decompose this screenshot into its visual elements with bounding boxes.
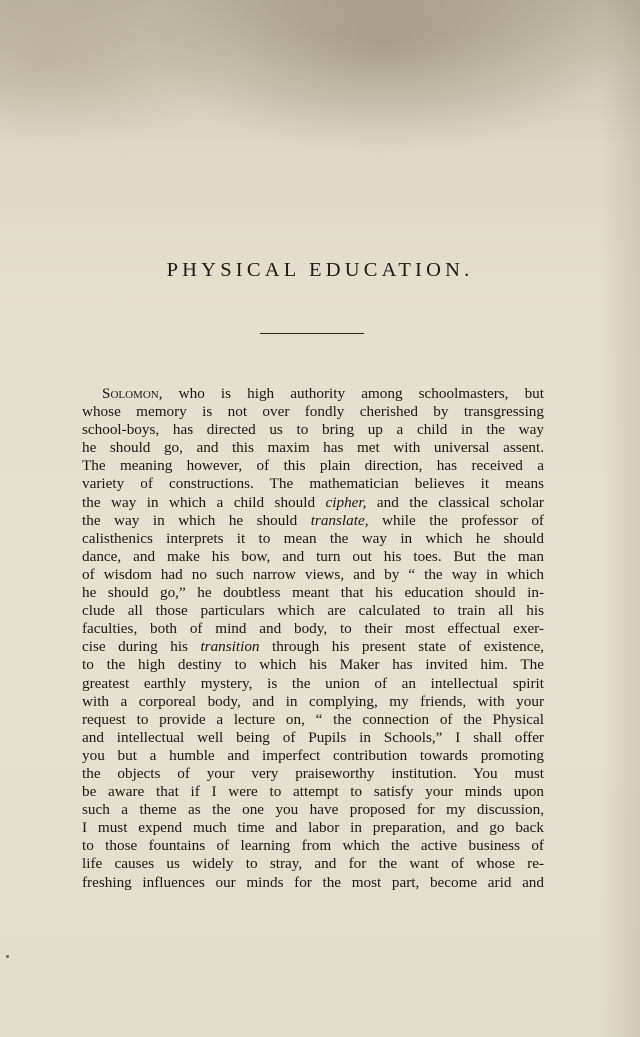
text-line (82, 385, 544, 403)
text-line (82, 693, 544, 711)
paper-speck (6, 955, 9, 958)
text-line-content (82, 421, 544, 439)
text-line-content (82, 457, 544, 475)
line-text: clude all those particulars which are calculated to train all his (82, 602, 544, 620)
line-text: the way in which a child should (82, 493, 326, 511)
line-text: to the high destiny to which his Maker has invited him. The (82, 656, 544, 674)
text-line-content (82, 620, 544, 638)
text-line (82, 837, 544, 855)
text-line-content (82, 729, 544, 747)
text-line (82, 439, 544, 457)
text-line (82, 512, 544, 530)
line-text: freshing influences our minds for the most part, become arid and (82, 873, 544, 891)
line-text: you but a humble and imperfect contribution towards promoting (82, 746, 544, 764)
line-text: through his present state of existence, (259, 638, 544, 656)
line-text: with a corporeal body, and in complying, my friends, with your (82, 692, 544, 710)
text-line (82, 638, 544, 656)
text-line (82, 675, 544, 693)
text-line (82, 403, 544, 421)
text-line (82, 475, 544, 493)
text-line-content (82, 783, 544, 801)
line-text: calisthenics interprets it to mean the way in which he should (82, 529, 544, 547)
text-line-content (82, 837, 544, 855)
text-line-content (82, 693, 544, 711)
line-text: while the professor of (368, 511, 544, 529)
text-line (82, 566, 544, 584)
italic-word: translate, (310, 511, 369, 529)
line-text: I must expend much time and labor in preparation, and go back (82, 819, 544, 837)
text-line (82, 421, 544, 439)
page-title: PHYSICAL EDUCATION. (166, 259, 474, 281)
page-edge-shadow (600, 0, 640, 1037)
line-text: greatest earthly mystery, is the union of an intellectual spirit (82, 674, 544, 692)
text-line-content (82, 656, 544, 674)
line-text: of wisdom had no such narrow views, and by “ the way in which (82, 565, 544, 583)
text-line-content (82, 855, 544, 873)
text-line (82, 584, 544, 602)
line-text: be aware that if I were to attempt to satisfy your minds upon (82, 783, 544, 801)
text-line-content (82, 530, 544, 548)
line-text: he should go,” he doubtless meant that his education should in- (82, 584, 544, 602)
text-line (82, 457, 544, 475)
line-text: cise during his (82, 638, 201, 656)
text-line-content (82, 675, 544, 693)
text-line (82, 494, 544, 512)
text-line (82, 620, 544, 638)
text-line-content (82, 512, 544, 530)
text-line-content (102, 385, 544, 403)
text-line (82, 729, 544, 747)
line-text: the way in which he should (82, 511, 311, 529)
text-line-content (82, 747, 544, 765)
text-line (82, 602, 544, 620)
text-line-content (82, 475, 544, 493)
title-divider (260, 333, 364, 334)
line-text: to those fountains of learning from which the active business of (82, 837, 544, 855)
line-text: he should go, and this maxim has met with universal assent. (82, 439, 544, 457)
line-text: request to provide a lecture on, “ the connection of the Physical (82, 710, 544, 728)
text-line (82, 855, 544, 873)
line-text: dance, and make his bow, and turn out his toes. But the man (82, 547, 544, 565)
text-line (82, 819, 544, 837)
body-paragraph (82, 385, 544, 892)
text-line (82, 530, 544, 548)
text-line (82, 765, 544, 783)
line-text: whose memory is not over fondly cherished by transgressing (82, 403, 544, 421)
opening-word: Solomon, (102, 385, 163, 402)
text-line (82, 747, 544, 765)
text-line (82, 801, 544, 819)
text-line-content (82, 819, 544, 837)
text-line (82, 548, 544, 566)
italic-word: cipher, (325, 493, 367, 511)
text-line-content (82, 403, 544, 421)
text-line-content (82, 439, 544, 457)
text-line (82, 783, 544, 801)
line-text: The meaning however, of this plain direction, has received a (82, 457, 544, 475)
text-line-content (82, 548, 544, 566)
text-line-content (82, 566, 544, 584)
line-text: the objects of your very praiseworthy institution. You must (82, 764, 544, 782)
text-line-content (82, 765, 544, 783)
text-line (82, 711, 544, 729)
text-line-content (82, 602, 544, 620)
line-text: and the classical scholar (366, 493, 544, 511)
line-text: variety of constructions. The mathematician believes it means (82, 475, 544, 493)
line-text: school-boys, has directed us to bring up a child in the way (82, 421, 544, 439)
text-line-content (82, 638, 544, 656)
line-text: who is high authority among schoolmasters, but (162, 385, 544, 402)
italic-word: transition (200, 638, 260, 656)
text-line (82, 874, 544, 892)
line-text: life causes us widely to stray, and for the want of whose re- (82, 855, 544, 873)
line-text: such a theme as the one you have proposed for my discussion, (82, 801, 544, 819)
text-line-content (82, 711, 544, 729)
text-line (82, 656, 544, 674)
text-line-content (82, 801, 544, 819)
text-line-content (82, 874, 544, 892)
line-text: faculties, both of mind and body, to their most effectual exer- (82, 620, 544, 638)
text-line-content (82, 584, 544, 602)
text-line-content (82, 494, 544, 512)
line-text: and intellectual well being of Pupils in Schools,” I shall offer (82, 728, 544, 746)
